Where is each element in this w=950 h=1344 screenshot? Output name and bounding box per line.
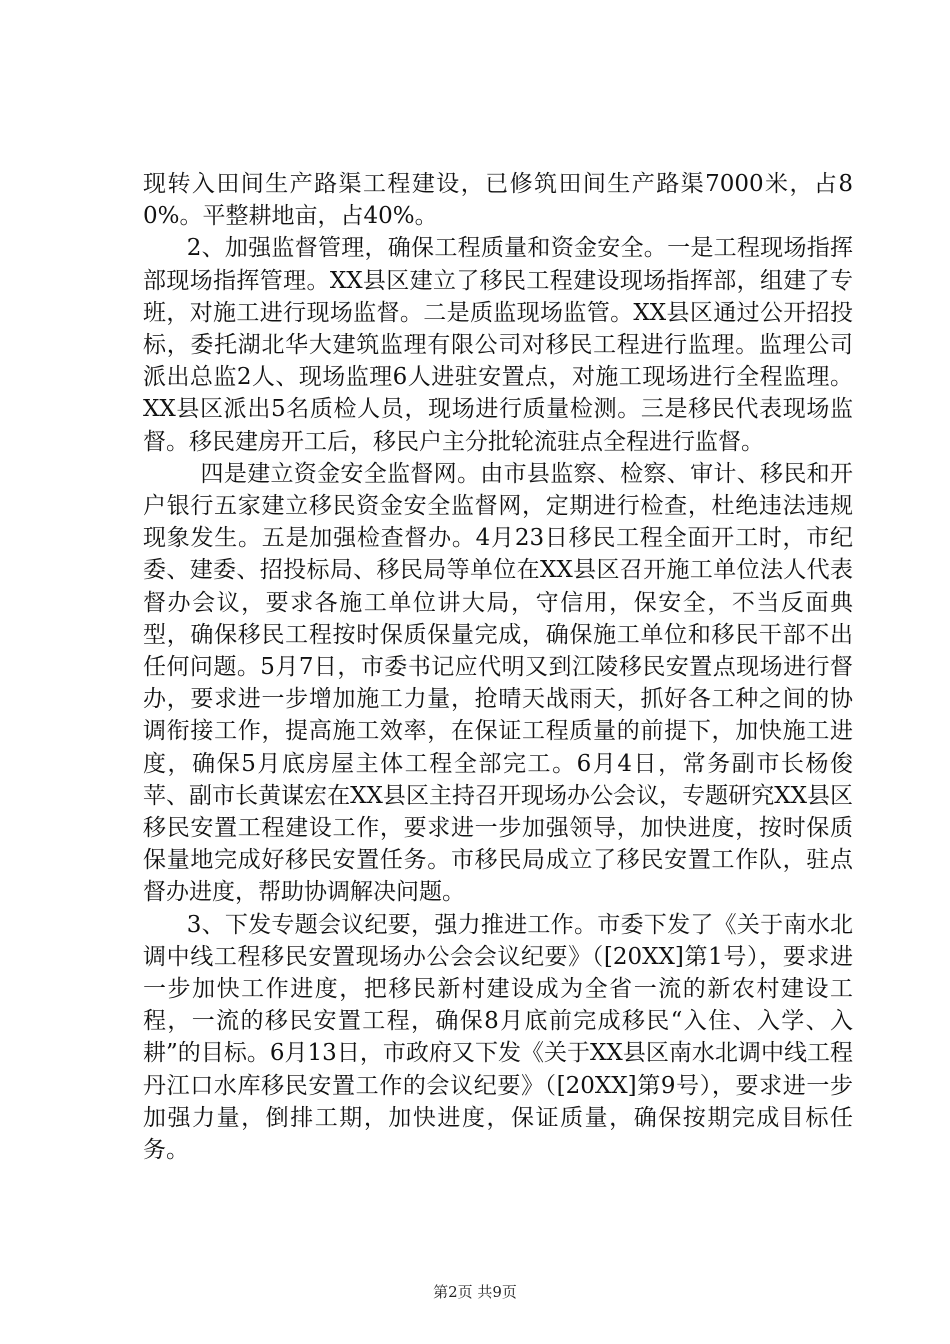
- paragraph-continuation: 现转入田间生产路渠工程建设，已修筑田间生产路渠7000米，占80%。平整耕地亩，占40%。: [143, 171, 853, 230]
- page-number-footer: 第2页 共9页: [433, 1283, 517, 1301]
- paragraph-supervision: 2、加强监督管理，确保工程质量和资金安全。一是工程现场指挥部现场指挥管理。XX县区建立了移民工程建设现场指挥部，组建了专班，对施工进行现场监督。二是质监现场监管。XX县区通过公开招投标，委托湖北华大建筑监理有限公司对移民工程进行监理。监理公司派出总监2人、现场监理6人进驻安置点，对施工现场进行全程监理。XX县区派出5名质检人员，现场进行质量检测。三是移民代表现场监督。移民建房开工后，移民户主分批轮流驻点全程进行监督。: [143, 235, 853, 455]
- paragraph-fund-safety: 四是建立资金安全监督网。由市县监察、检察、审计、移民和开户银行五家建立移民资金安全监督网，定期进行检查，杜绝违法违规现象发生。五是加强检查督办。4月23日移民工程全面开工时，市纪委、建委、招投标局、移民局等单位在XX县区召开施工单位法人代表督办会议，要求各施工单位讲大局，守信用，保安全，不当反面典型，确保移民工程按时保质保量完成，确保施工单位和移民干部不出任何问题。5月7日，市委书记应代明又到江陵移民安置点现场进行督办，要求进一步增加施工力量，抢晴天战雨天，抓好各工种之间的协调衔接工作，提高施工效率，在保证工程质量的前提下，加快施工进度，确保5月底房屋主体工程全部完工。6月4日，常务副市长杨俊苹、副市长黄谋宏在XX县区主持召开现场办公会议，专题研究XX县区移民安置工程建设工作，要求进一步加强领导，加快进度，按时保质保量地完成好移民安置任务。市移民局成立了移民安置工作队，驻点督办进度，帮助协调解决问题。: [143, 460, 853, 906]
- paragraph-meeting-minutes: 3、下发专题会议纪要，强力推进工作。市委下发了《关于南水北调中线工程移民安置现场办公会会议纪要》（[20XX]第1号），要求进一步加快工作进度，把移民新村建设成为全省一流的新农村建设工程，一流的移民安置工程，确保8月底前完成移民“入住、入学、入耕”的目标。6月13日，市政府又下发《关于XX县区南水北调中线工程丹江口水库移民安置工作的会议纪要》（[20XX]第9号），要求进一步加强力量，倒排工期，加快进度，保证质量，确保按期完成目标任务。: [143, 911, 853, 1164]
- body-text: [143, 168, 853, 1166]
